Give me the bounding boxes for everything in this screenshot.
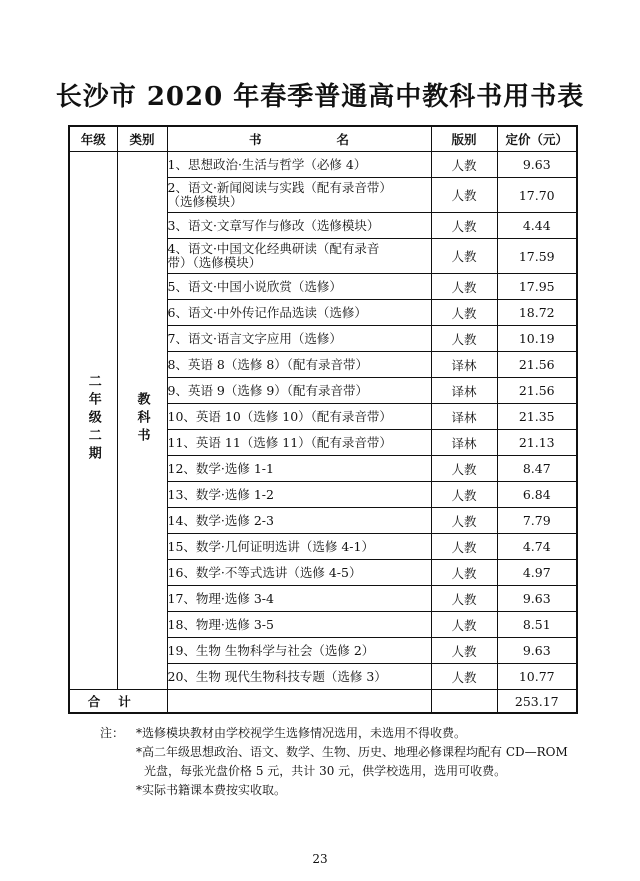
book-price: 4.74	[497, 534, 577, 560]
table-row	[69, 152, 577, 178]
book-name: 10、英语 10（选修 10）（配有录音带）	[167, 404, 431, 430]
book-publisher: 译林	[431, 404, 497, 430]
book-name: 13、数学·选修 1-2	[167, 482, 431, 508]
book-publisher: 人教	[431, 560, 497, 586]
book-publisher: 人教	[431, 213, 497, 239]
book-publisher: 人教	[431, 456, 497, 482]
book-price: 17.95	[497, 274, 577, 300]
book-publisher: 人教	[431, 664, 497, 690]
book-name: 17、物理·选修 3-4	[167, 586, 431, 612]
book-publisher: 人教	[431, 612, 497, 638]
book-price: 10.77	[497, 664, 577, 690]
book-publisher: 人教	[431, 239, 497, 274]
book-publisher: 人教	[431, 638, 497, 664]
book-publisher: 人教	[431, 300, 497, 326]
note-line: *高二年级思想政治、语文、数学、生物、历史、地理必修课程均配有 CD—ROM	[136, 745, 568, 759]
book-name: 18、物理·选修 3-5	[167, 612, 431, 638]
book-publisher: 译林	[431, 352, 497, 378]
book-publisher: 人教	[431, 326, 497, 352]
total-empty-cell	[167, 690, 431, 714]
table-body	[69, 152, 577, 690]
book-price: 21.56	[497, 352, 577, 378]
header-price: 定价（元）	[497, 126, 577, 152]
book-name: 7、语文·语言文字应用（选修）	[167, 326, 431, 352]
book-price: 9.63	[497, 152, 577, 178]
book-price: 10.19	[497, 326, 577, 352]
book-price: 21.35	[497, 404, 577, 430]
book-price: 21.13	[497, 430, 577, 456]
book-publisher: 人教	[431, 586, 497, 612]
book-name: 6、语文·中外传记作品选读（选修）	[167, 300, 431, 326]
book-price: 4.97	[497, 560, 577, 586]
book-price: 8.47	[497, 456, 577, 482]
book-name: 2、语文·新闻阅读与实践（配有录音带）（选修模块）	[167, 178, 431, 213]
book-name: 20、生物 现代生物科技专题（选修 3）	[167, 664, 431, 690]
grade-label: 二年级二期	[85, 374, 101, 464]
total-value: 253.17	[497, 690, 577, 714]
book-name: 4、语文·中国文化经典研读（配有录音带）（选修模块）	[167, 239, 431, 274]
book-price: 17.70	[497, 178, 577, 213]
note-line: *实际书籍课本费按实收取。	[136, 783, 287, 797]
book-price: 9.63	[497, 638, 577, 664]
book-price: 4.44	[497, 213, 577, 239]
book-name: 8、英语 8（选修 8）（配有录音带）	[167, 352, 431, 378]
book-publisher: 人教	[431, 152, 497, 178]
book-name: 1、思想政治·生活与哲学（必修 4）	[167, 152, 431, 178]
total-label: 合计	[69, 690, 167, 714]
book-name: 12、数学·选修 1-1	[167, 456, 431, 482]
table-header-row	[69, 126, 577, 152]
header-category: 类别	[117, 126, 167, 152]
header-book-name: 书 名	[167, 126, 431, 152]
book-name: 15、数学·几何证明选讲（选修 4-1）	[167, 534, 431, 560]
book-name: 5、语文·中国小说欣赏（选修）	[167, 274, 431, 300]
book-price: 6.84	[497, 482, 577, 508]
book-price: 7.79	[497, 508, 577, 534]
notes-label: 注：	[100, 726, 125, 740]
book-publisher: 译林	[431, 430, 497, 456]
category-label: 教科书	[134, 392, 150, 446]
book-publisher: 人教	[431, 274, 497, 300]
book-price: 17.59	[497, 239, 577, 274]
textbook-table	[68, 125, 578, 714]
header-publisher: 版别	[431, 126, 497, 152]
book-name: 14、数学·选修 2-3	[167, 508, 431, 534]
page-title: 长沙市 2020 年春季普通高中教科书用书表	[55, 82, 585, 112]
book-price: 18.72	[497, 300, 577, 326]
book-price: 21.56	[497, 378, 577, 404]
book-name: 9、英语 9（选修 9）（配有录音带）	[167, 378, 431, 404]
book-publisher: 人教	[431, 534, 497, 560]
total-empty-cell	[431, 690, 497, 714]
category-cell	[117, 152, 167, 690]
book-price: 8.51	[497, 612, 577, 638]
note-line: *选修模块教材由学校视学生选修情况选用，未选用不得收费。	[136, 726, 467, 740]
book-name: 3、语文·文章写作与修改（选修模块）	[167, 213, 431, 239]
book-name: 16、数学·不等式选讲（选修 4-5）	[167, 560, 431, 586]
book-publisher: 人教	[431, 482, 497, 508]
book-name: 11、英语 11（选修 11）（配有录音带）	[167, 430, 431, 456]
book-name: 19、生物 生物科学与社会（选修 2）	[167, 638, 431, 664]
page-number: 23	[312, 852, 328, 866]
grade-cell	[69, 152, 117, 690]
book-publisher: 译林	[431, 378, 497, 404]
header-grade: 年级	[69, 126, 117, 152]
total-row	[69, 690, 577, 714]
book-price: 9.63	[497, 586, 577, 612]
book-publisher: 人教	[431, 178, 497, 213]
note-line: 光盘，每张光盘价格 5 元，共计 30 元，供学校选用，选用可收费。	[144, 764, 507, 778]
book-publisher: 人教	[431, 508, 497, 534]
